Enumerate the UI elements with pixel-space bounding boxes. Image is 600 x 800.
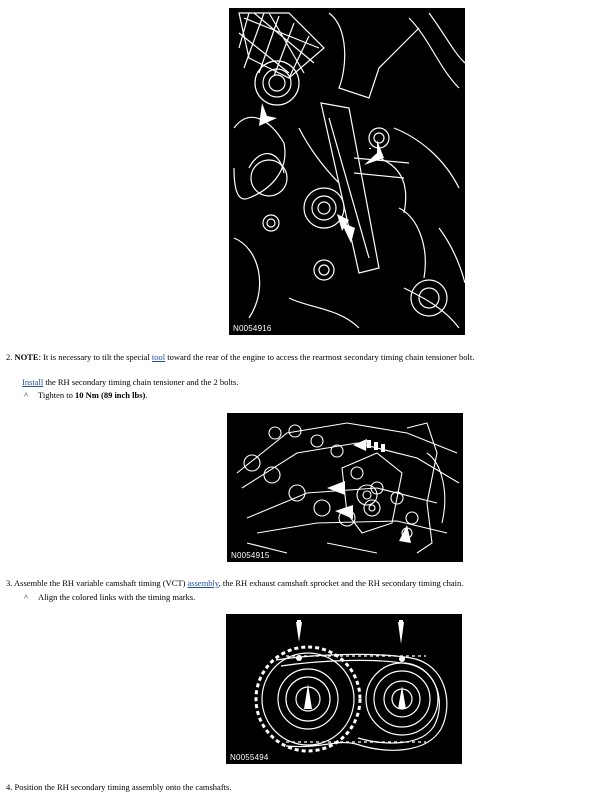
step-2-torque-bullet: ^ Tighten to 10 Nm (89 inch lbs). [24,390,148,400]
note-label: NOTE [14,352,39,362]
install-link[interactable]: Install [22,377,44,387]
bullet-mark: ^ [24,390,28,400]
step-2-action: Install the RH secondary timing chain tensioner and the 2 bolts. [22,377,239,387]
step-4-text: 4. Position the RH secondary timing assembly onto the camshafts. [6,782,232,792]
figure-tensioner-bolts [229,8,465,335]
figure-tensioner-install [227,413,463,562]
figure-caption: N0055494 [230,753,269,762]
step-3-align-bullet: ^ Align the colored links with the timing marks. [24,592,196,602]
figure-caption: N0054915 [231,551,270,560]
figure-caption: N0054916 [233,324,272,333]
bullet-mark: ^ [24,592,28,602]
step-3-text: 3. Assemble the RH variable camshaft timing (VCT) assembly, the RH exhaust camshaft sprocket and the RH secondary timing chain. [6,578,464,588]
engine-illustration-2 [227,413,463,562]
figure-timing-chain [226,614,462,764]
torque-spec: 10 Nm (89 inch lbs) [75,390,146,400]
sprocket-illustration [226,614,462,764]
step-2-text: 2. NOTE: It is necessary to tilt the special tool toward the rear of the engine to access the rearmost secondary timing chain tensioner bolt. [6,352,475,362]
engine-illustration-1 [229,8,465,335]
tool-link[interactable]: tool [151,352,166,362]
assembly-link[interactable]: assembly [187,578,219,588]
